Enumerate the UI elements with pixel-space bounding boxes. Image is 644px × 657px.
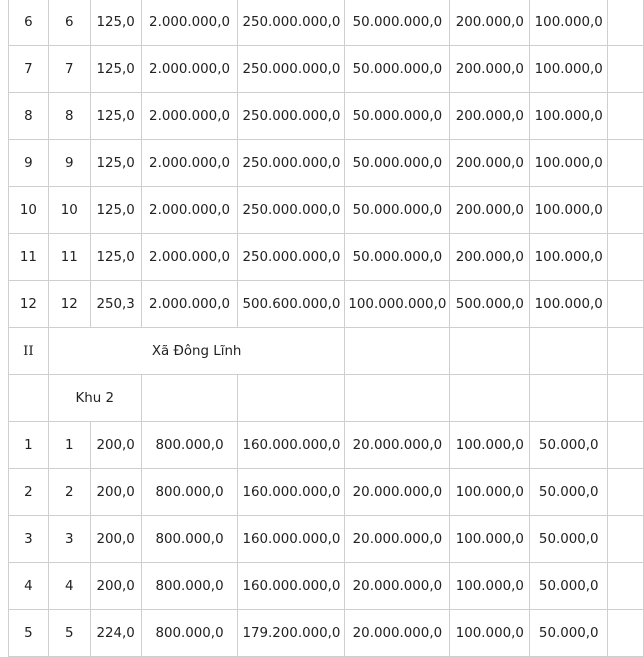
table-cell: 2 bbox=[9, 469, 49, 516]
table-cell: 50.000,0 bbox=[530, 516, 608, 563]
table-cell: 100.000,0 bbox=[450, 516, 530, 563]
table-cell: 20.000.000,0 bbox=[345, 563, 450, 610]
table-cell: 20.000.000,0 bbox=[345, 422, 450, 469]
table-cell: 250.000.000,0 bbox=[238, 187, 345, 234]
document-sheet bbox=[8, 0, 644, 657]
table-cell-empty bbox=[608, 46, 644, 93]
section-row bbox=[9, 328, 644, 375]
table-cell: 8 bbox=[9, 93, 49, 140]
table-cell: 100.000,0 bbox=[530, 93, 608, 140]
table-cell-empty bbox=[530, 375, 608, 422]
table-cell: 3 bbox=[9, 516, 49, 563]
table-cell: 1 bbox=[48, 422, 90, 469]
table-row bbox=[9, 281, 644, 328]
table-cell-empty bbox=[608, 234, 644, 281]
table-row bbox=[9, 469, 644, 516]
table-cell-empty bbox=[608, 187, 644, 234]
table-cell: 200,0 bbox=[90, 516, 141, 563]
table-cell: 200.000,0 bbox=[450, 46, 530, 93]
table-cell-empty bbox=[530, 328, 608, 375]
table-cell-empty bbox=[608, 610, 644, 657]
table-cell: 2.000.000,0 bbox=[141, 234, 238, 281]
table-cell: 100.000.000,0 bbox=[345, 281, 450, 328]
table-cell: 500.000,0 bbox=[450, 281, 530, 328]
table-cell: 50.000,0 bbox=[530, 469, 608, 516]
table-cell: 50.000.000,0 bbox=[345, 46, 450, 93]
table-cell: 50.000,0 bbox=[530, 422, 608, 469]
table-cell: 224,0 bbox=[90, 610, 141, 657]
table-cell: 11 bbox=[48, 234, 90, 281]
table-cell-empty bbox=[608, 563, 644, 610]
table-cell: 800.000,0 bbox=[141, 422, 238, 469]
table-cell-empty bbox=[238, 375, 345, 422]
table-cell: 100.000,0 bbox=[450, 610, 530, 657]
table-cell: 2 bbox=[48, 469, 90, 516]
table-cell-empty bbox=[608, 328, 644, 375]
table-cell: 160.000.000,0 bbox=[238, 516, 345, 563]
table-cell: 160.000.000,0 bbox=[238, 422, 345, 469]
table-cell: 5 bbox=[48, 610, 90, 657]
table-cell: 5 bbox=[9, 610, 49, 657]
table-cell-empty bbox=[141, 375, 238, 422]
table-cell-empty bbox=[9, 375, 49, 422]
table-cell: 50.000.000,0 bbox=[345, 93, 450, 140]
table-cell: 50.000.000,0 bbox=[345, 187, 450, 234]
table-cell-empty bbox=[608, 422, 644, 469]
table-cell-empty bbox=[608, 140, 644, 187]
table-cell-empty bbox=[608, 375, 644, 422]
table-cell: 3 bbox=[48, 516, 90, 563]
table-cell-empty bbox=[608, 516, 644, 563]
table-cell: 250.000.000,0 bbox=[238, 234, 345, 281]
table-cell: 800.000,0 bbox=[141, 610, 238, 657]
table-cell: 100.000,0 bbox=[530, 281, 608, 328]
table-cell: 11 bbox=[9, 234, 49, 281]
table-cell: 12 bbox=[9, 281, 49, 328]
table-body-top bbox=[9, 0, 644, 328]
table-cell: 200,0 bbox=[90, 563, 141, 610]
table-cell: 200,0 bbox=[90, 422, 141, 469]
table-cell: 100.000,0 bbox=[530, 46, 608, 93]
table-cell: 4 bbox=[9, 563, 49, 610]
table-cell: 125,0 bbox=[90, 93, 141, 140]
table-cell: 100.000,0 bbox=[450, 469, 530, 516]
table-cell-empty bbox=[345, 328, 450, 375]
table-cell: 7 bbox=[48, 46, 90, 93]
table-cell: 125,0 bbox=[90, 140, 141, 187]
table-cell: 50.000.000,0 bbox=[345, 234, 450, 281]
table-cell-empty bbox=[608, 93, 644, 140]
table-cell: 6 bbox=[9, 0, 49, 46]
table-cell: 1 bbox=[9, 422, 49, 469]
table-cell: 10 bbox=[9, 187, 49, 234]
table-cell: 200.000,0 bbox=[450, 140, 530, 187]
table-cell-empty bbox=[450, 375, 530, 422]
table-cell: 100.000,0 bbox=[530, 234, 608, 281]
table-row bbox=[9, 234, 644, 281]
table-cell: 800.000,0 bbox=[141, 516, 238, 563]
table-row bbox=[9, 0, 644, 46]
table-cell: 50.000.000,0 bbox=[345, 140, 450, 187]
table-row bbox=[9, 610, 644, 657]
table-cell-empty bbox=[450, 328, 530, 375]
table-cell: 100.000,0 bbox=[530, 187, 608, 234]
table-cell: 9 bbox=[48, 140, 90, 187]
table-cell: 12 bbox=[48, 281, 90, 328]
table-row bbox=[9, 422, 644, 469]
table-cell: 200.000,0 bbox=[450, 93, 530, 140]
table-cell: 2.000.000,0 bbox=[141, 140, 238, 187]
table-row bbox=[9, 563, 644, 610]
table-cell: 100.000,0 bbox=[530, 140, 608, 187]
table-row bbox=[9, 46, 644, 93]
table-cell: 4 bbox=[48, 563, 90, 610]
table-cell: 160.000.000,0 bbox=[238, 563, 345, 610]
table-cell: 125,0 bbox=[90, 234, 141, 281]
table-cell: 2.000.000,0 bbox=[141, 93, 238, 140]
table-cell: 125,0 bbox=[90, 187, 141, 234]
table-cell-empty bbox=[608, 469, 644, 516]
table-cell: 20.000.000,0 bbox=[345, 469, 450, 516]
table-cell: 50.000.000,0 bbox=[345, 0, 450, 46]
table-body-bottom bbox=[9, 422, 644, 657]
table-cell: 250.000.000,0 bbox=[238, 46, 345, 93]
table-cell-empty bbox=[608, 0, 644, 46]
table-cell: 200.000,0 bbox=[450, 234, 530, 281]
table-cell: 8 bbox=[48, 93, 90, 140]
table-cell: 50.000,0 bbox=[530, 610, 608, 657]
table-cell: 200,0 bbox=[90, 469, 141, 516]
table-body-section bbox=[9, 328, 644, 422]
table-cell: 200.000,0 bbox=[450, 187, 530, 234]
table-cell: 9 bbox=[9, 140, 49, 187]
table-cell: 2.000.000,0 bbox=[141, 0, 238, 46]
table-cell: 2.000.000,0 bbox=[141, 187, 238, 234]
section-number-cell: II bbox=[9, 328, 49, 375]
table-row bbox=[9, 93, 644, 140]
table-cell: 125,0 bbox=[90, 46, 141, 93]
table-cell: 10 bbox=[48, 187, 90, 234]
table-cell: 2.000.000,0 bbox=[141, 46, 238, 93]
table-cell: 500.600.000,0 bbox=[238, 281, 345, 328]
section-title-cell: Xã Đông Lĩnh bbox=[48, 328, 345, 375]
table-cell-empty bbox=[345, 375, 450, 422]
table-cell: 250.000.000,0 bbox=[238, 0, 345, 46]
table-cell: 100.000,0 bbox=[450, 563, 530, 610]
table-cell: 7 bbox=[9, 46, 49, 93]
table-cell-empty bbox=[608, 281, 644, 328]
table-cell: 125,0 bbox=[90, 0, 141, 46]
table-cell: 100.000,0 bbox=[450, 422, 530, 469]
land-price-table bbox=[8, 0, 644, 657]
table-cell: 2.000.000,0 bbox=[141, 281, 238, 328]
table-cell: 250.000.000,0 bbox=[238, 140, 345, 187]
table-cell: 250.000.000,0 bbox=[238, 93, 345, 140]
table-cell: 179.200.000,0 bbox=[238, 610, 345, 657]
zone-title-cell: Khu 2 bbox=[48, 375, 141, 422]
table-cell: 20.000.000,0 bbox=[345, 610, 450, 657]
table-cell: 20.000.000,0 bbox=[345, 516, 450, 563]
table-cell: 250,3 bbox=[90, 281, 141, 328]
table-row bbox=[9, 140, 644, 187]
table-cell: 100.000,0 bbox=[530, 0, 608, 46]
table-row bbox=[9, 516, 644, 563]
table-cell: 800.000,0 bbox=[141, 469, 238, 516]
table-cell: 50.000,0 bbox=[530, 563, 608, 610]
table-cell: 160.000.000,0 bbox=[238, 469, 345, 516]
table-row bbox=[9, 187, 644, 234]
table-cell: 6 bbox=[48, 0, 90, 46]
zone-row bbox=[9, 375, 644, 422]
table-cell: 200.000,0 bbox=[450, 0, 530, 46]
table-cell: 800.000,0 bbox=[141, 563, 238, 610]
